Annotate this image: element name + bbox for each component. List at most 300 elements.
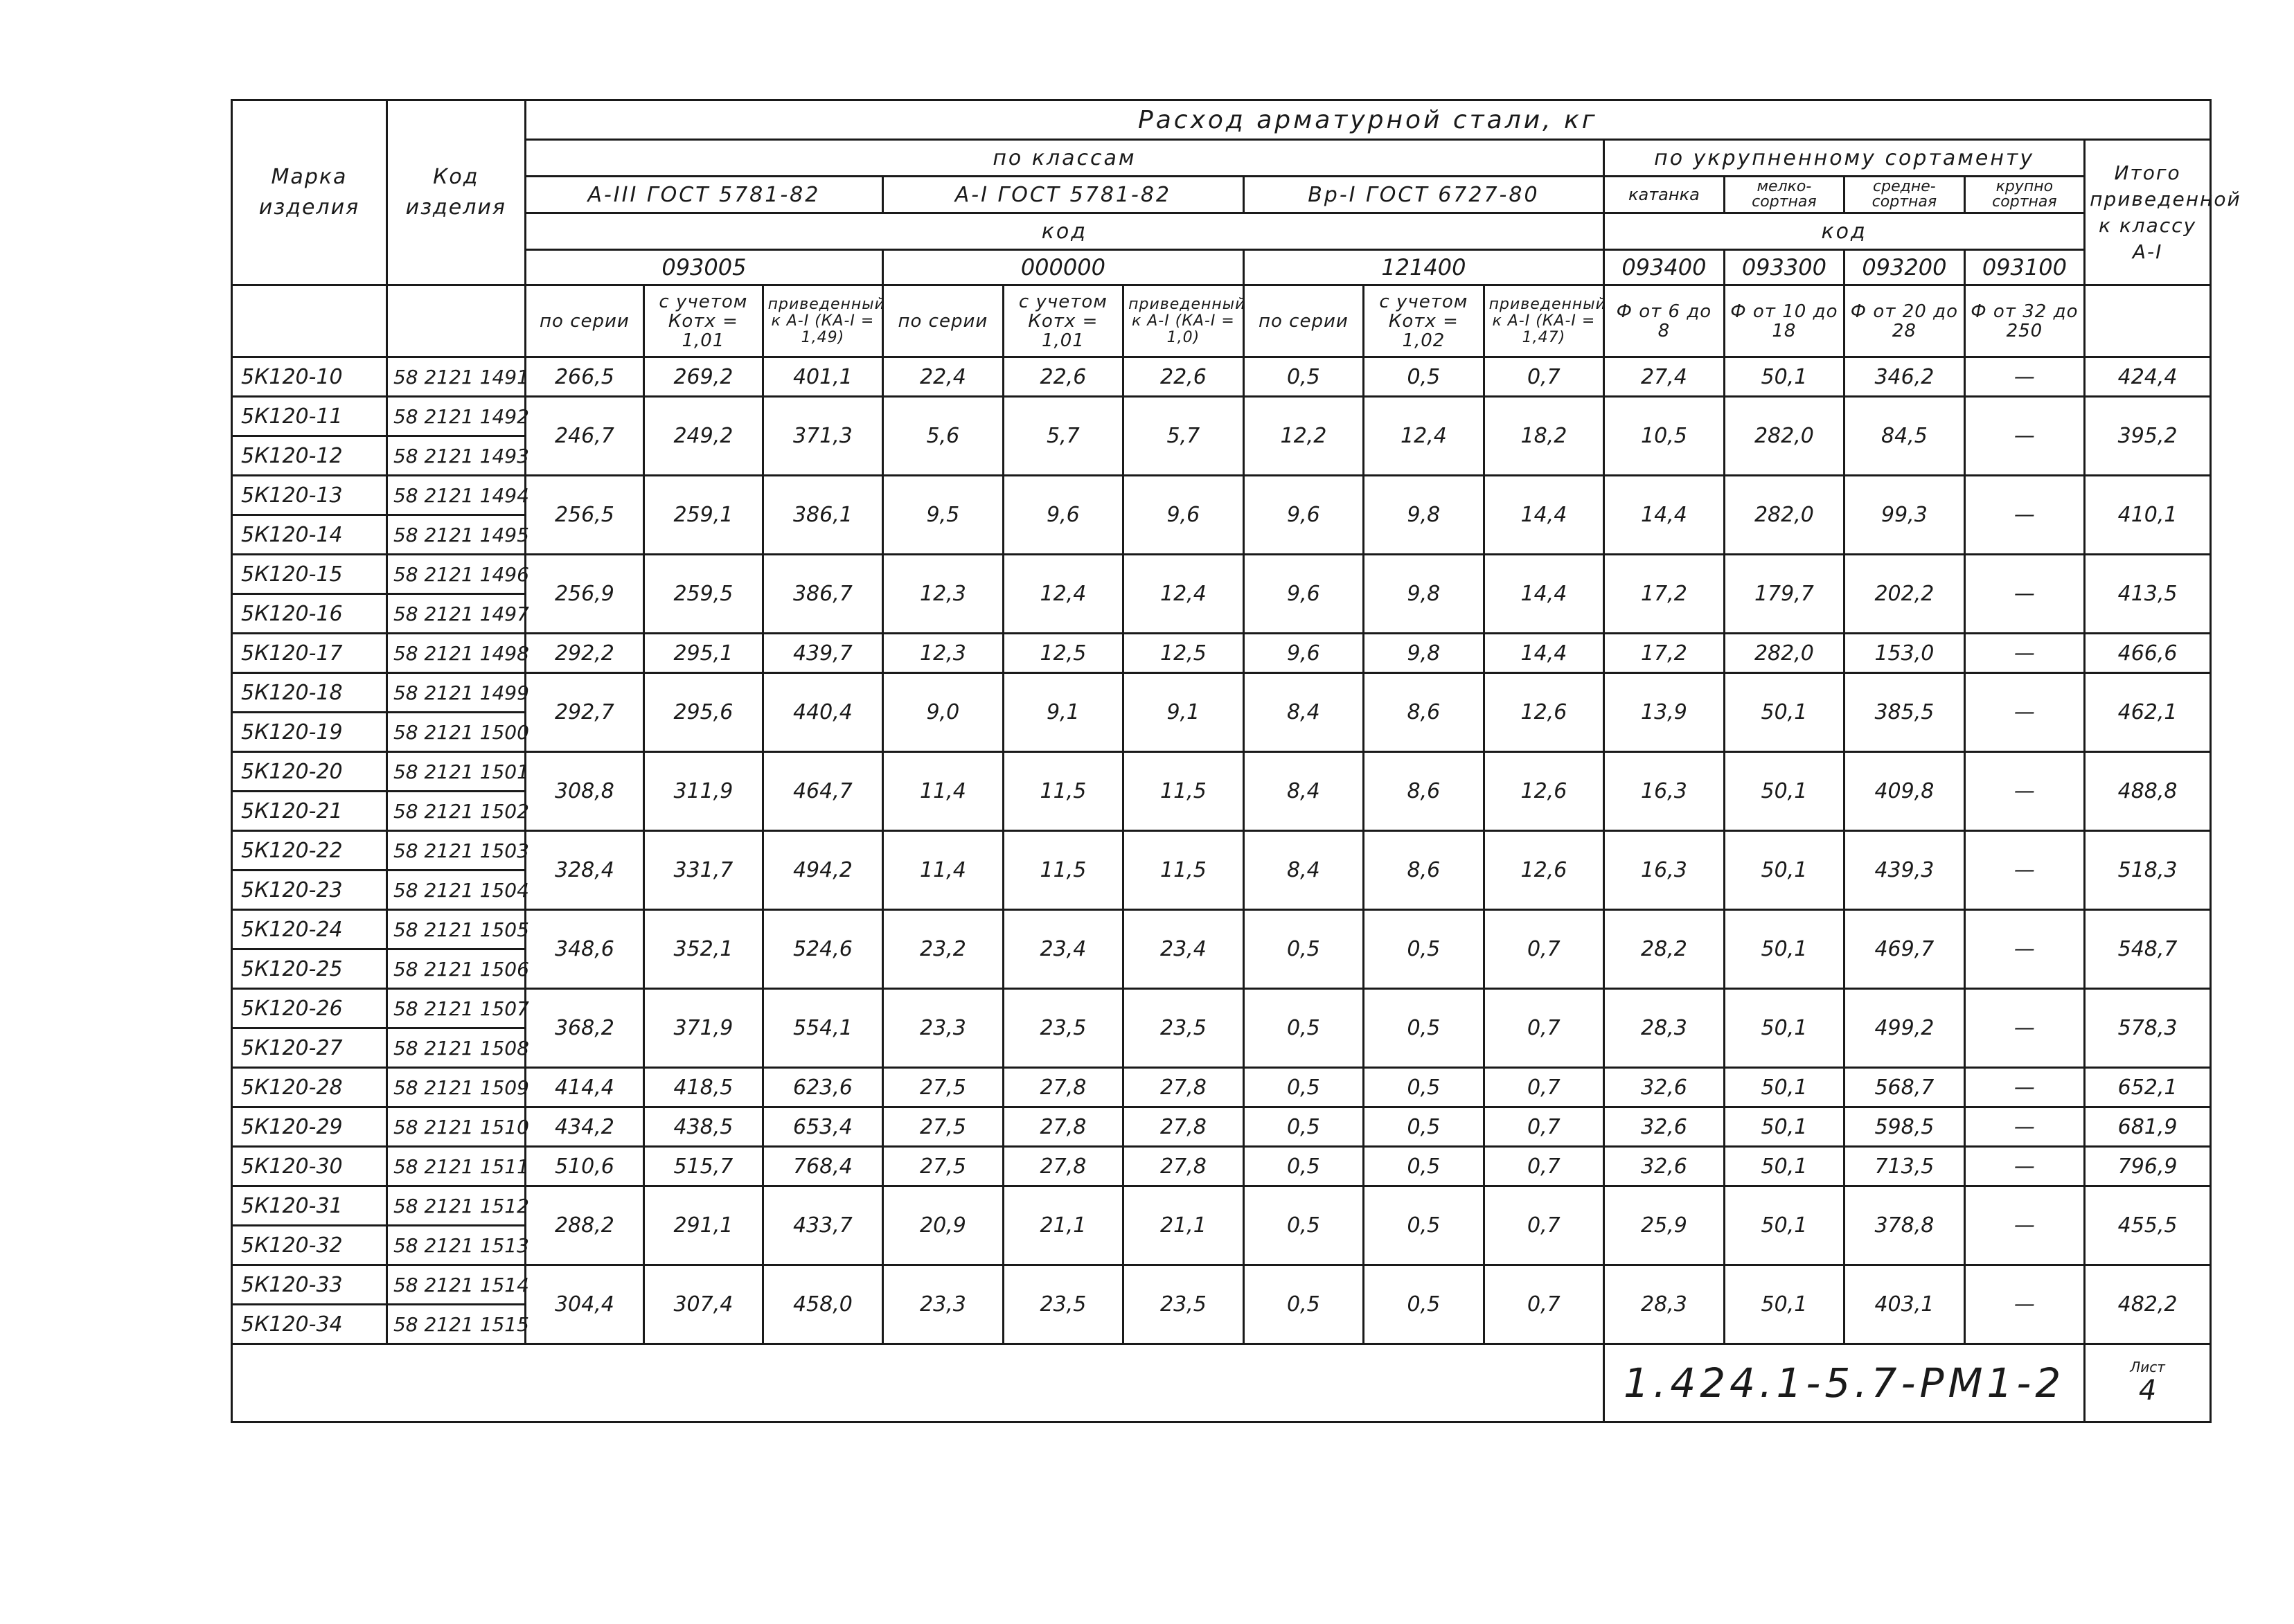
product-mark: 5К120-25: [232, 949, 387, 989]
value-cell: 11,5: [1123, 752, 1244, 831]
value-cell: 12,6: [1484, 752, 1604, 831]
product-mark: 5К120-14: [232, 515, 387, 555]
value-cell: 311,9: [644, 752, 763, 831]
value-cell: 21,1: [1123, 1186, 1244, 1265]
value-cell: 27,8: [1003, 1147, 1123, 1186]
product-code: 58 2121 1513: [386, 1226, 525, 1265]
value-cell: 548,7: [2085, 910, 2211, 989]
value-cell: 440,4: [763, 673, 883, 752]
value-cell: 291,1: [644, 1186, 763, 1265]
value-cell: 21,1: [1003, 1186, 1123, 1265]
value-cell: 50,1: [1724, 1186, 1844, 1265]
value-cell: 246,7: [525, 397, 643, 476]
product-code: 58 2121 1503: [386, 831, 525, 871]
value-cell: 9,8: [1364, 634, 1484, 673]
value-cell: 9,0: [883, 673, 1004, 752]
sort-sredne-code: 093200: [1844, 250, 1965, 285]
value-cell: 410,1: [2085, 476, 2211, 555]
value-cell: 348,6: [525, 910, 643, 989]
value-cell: 0,7: [1484, 1147, 1604, 1186]
value-cell: 259,1: [644, 476, 763, 555]
value-cell: 27,5: [883, 1068, 1004, 1107]
a1-s-uchetom: с учетом Котх = 1,01: [1003, 285, 1123, 357]
value-cell: 8,6: [1364, 831, 1484, 910]
value-cell: 9,6: [1243, 476, 1364, 555]
value-cell: —: [1964, 989, 2085, 1068]
value-cell: —: [1964, 1107, 2085, 1147]
product-code: 58 2121 1514: [386, 1265, 525, 1305]
table-row: [232, 1147, 2211, 1186]
value-cell: 12,3: [883, 634, 1004, 673]
steel-consumption-table: [231, 99, 2241, 1423]
value-cell: 681,9: [2085, 1107, 2211, 1147]
value-cell: 99,3: [1844, 476, 1965, 555]
value-cell: 5,6: [883, 397, 1004, 476]
value-cell: 434,2: [525, 1107, 643, 1147]
value-cell: 409,8: [1844, 752, 1965, 831]
product-mark: 5К120-22: [232, 831, 387, 871]
value-cell: 371,9: [644, 989, 763, 1068]
value-cell: 16,3: [1604, 831, 1725, 910]
sheet-number: 4: [2138, 1375, 2157, 1407]
sort-katanka-code: 093400: [1604, 250, 1725, 285]
value-cell: —: [1964, 1147, 2085, 1186]
value-cell: 499,2: [1844, 989, 1965, 1068]
sort-katanka-range: Ф от 6 до 8: [1604, 285, 1725, 357]
product-code: 58 2121 1506: [386, 949, 525, 989]
product-mark: 5К120-17: [232, 634, 387, 673]
value-cell: 8,6: [1364, 673, 1484, 752]
value-cell: 5,7: [1123, 397, 1244, 476]
product-code: 58 2121 1500: [386, 713, 525, 752]
sort-krupno-code: 093100: [1964, 250, 2085, 285]
value-cell: 84,5: [1844, 397, 1965, 476]
value-cell: 23,4: [1003, 910, 1123, 989]
product-mark: 5К120-31: [232, 1186, 387, 1226]
table-row: [232, 752, 2211, 792]
table-row: [232, 673, 2211, 713]
product-code: 58 2121 1501: [386, 752, 525, 792]
product-mark: 5К120-23: [232, 871, 387, 910]
value-cell: 9,1: [1123, 673, 1244, 752]
kod-header: Код изделия: [386, 100, 525, 285]
value-cell: 0,5: [1364, 989, 1484, 1068]
value-cell: 568,7: [1844, 1068, 1965, 1107]
value-cell: 494,2: [763, 831, 883, 910]
a1-privedenny: приведенный к А-I (КА-I = 1,0): [1123, 285, 1244, 357]
value-cell: 28,3: [1604, 989, 1725, 1068]
value-cell: 32,6: [1604, 1147, 1725, 1186]
product-mark: 5К120-29: [232, 1107, 387, 1147]
value-cell: —: [1964, 831, 2085, 910]
value-cell: 50,1: [1724, 752, 1844, 831]
product-mark: 5К120-11: [232, 397, 387, 436]
value-cell: 796,9: [2085, 1147, 2211, 1186]
value-cell: 27,5: [883, 1147, 1004, 1186]
value-cell: 28,2: [1604, 910, 1725, 989]
value-cell: 9,6: [1003, 476, 1123, 555]
value-cell: 328,4: [525, 831, 643, 910]
value-cell: 14,4: [1484, 555, 1604, 634]
value-cell: 11,5: [1003, 752, 1123, 831]
value-cell: 414,4: [525, 1068, 643, 1107]
product-code: 58 2121 1515: [386, 1305, 525, 1344]
product-mark: 5К120-15: [232, 555, 387, 594]
value-cell: 0,5: [1243, 1265, 1364, 1344]
value-cell: 482,2: [2085, 1265, 2211, 1344]
value-cell: 458,0: [763, 1265, 883, 1344]
product-mark: 5К120-27: [232, 1028, 387, 1068]
class-vr1-code: 121400: [1243, 250, 1604, 285]
value-cell: 0,5: [1364, 1107, 1484, 1147]
value-cell: 8,4: [1243, 752, 1364, 831]
a1-po-serii: по серии: [883, 285, 1004, 357]
product-code: 58 2121 1504: [386, 871, 525, 910]
product-code: 58 2121 1496: [386, 555, 525, 594]
product-code: 58 2121 1508: [386, 1028, 525, 1068]
sort-krupno-name: крупно сортная: [1964, 177, 2085, 213]
value-cell: 8,4: [1243, 673, 1364, 752]
value-cell: 386,1: [763, 476, 883, 555]
product-code: 58 2121 1492: [386, 397, 525, 436]
value-cell: 50,1: [1724, 989, 1844, 1068]
value-cell: 12,6: [1484, 673, 1604, 752]
sort-sredne-name: средне-сортная: [1844, 177, 1965, 213]
class-vr1-name: Вр-I ГОСТ 6727-80: [1243, 177, 1604, 213]
sort-melko-range: Ф от 10 до 18: [1724, 285, 1844, 357]
value-cell: 0,5: [1243, 1186, 1364, 1265]
sort-melko-code: 093300: [1724, 250, 1844, 285]
value-cell: 510,6: [525, 1147, 643, 1186]
value-cell: 0,5: [1364, 1068, 1484, 1107]
value-cell: —: [1964, 673, 2085, 752]
value-cell: —: [1964, 357, 2085, 397]
value-cell: 14,4: [1484, 634, 1604, 673]
document-sheet: [231, 99, 2241, 1429]
product-code: 58 2121 1497: [386, 594, 525, 634]
value-cell: 288,2: [525, 1186, 643, 1265]
value-cell: 768,4: [763, 1147, 883, 1186]
value-cell: 8,4: [1243, 831, 1364, 910]
value-cell: 256,9: [525, 555, 643, 634]
value-cell: 23,5: [1123, 1265, 1244, 1344]
value-cell: 395,2: [2085, 397, 2211, 476]
value-cell: 23,5: [1003, 1265, 1123, 1344]
sheet-box: [2085, 1344, 2211, 1422]
value-cell: 623,6: [763, 1068, 883, 1107]
product-code: 58 2121 1491: [386, 357, 525, 397]
value-cell: 179,7: [1724, 555, 1844, 634]
value-cell: 23,5: [1003, 989, 1123, 1068]
a3-privedenny: приведенный к А-I (КА-I = 1,49): [763, 285, 883, 357]
value-cell: 32,6: [1604, 1068, 1725, 1107]
product-code: 58 2121 1509: [386, 1068, 525, 1107]
value-cell: 0,5: [1364, 1265, 1484, 1344]
product-mark: 5К120-32: [232, 1226, 387, 1265]
value-cell: 554,1: [763, 989, 883, 1068]
value-cell: 413,5: [2085, 555, 2211, 634]
table-title: Расход арматурной стали, кг: [525, 100, 2210, 140]
value-cell: 292,7: [525, 673, 643, 752]
product-code: 58 2121 1493: [386, 436, 525, 476]
value-cell: 0,5: [1243, 910, 1364, 989]
product-code: 58 2121 1498: [386, 634, 525, 673]
value-cell: 462,1: [2085, 673, 2211, 752]
value-cell: 27,8: [1003, 1107, 1123, 1147]
value-cell: 371,3: [763, 397, 883, 476]
value-cell: 17,2: [1604, 555, 1725, 634]
value-cell: 202,2: [1844, 555, 1965, 634]
table-row: [232, 1186, 2211, 1226]
value-cell: 282,0: [1724, 397, 1844, 476]
product-code: 58 2121 1505: [386, 910, 525, 949]
value-cell: —: [1964, 910, 2085, 989]
value-cell: 249,2: [644, 397, 763, 476]
document-code: 1.424.1-5.7-РМ1-2: [1604, 1344, 2085, 1422]
a3-po-serii: по серии: [525, 285, 643, 357]
value-cell: 12,4: [1364, 397, 1484, 476]
value-cell: 331,7: [644, 831, 763, 910]
a3-s-uchetom: с учетом Котх = 1,01: [644, 285, 763, 357]
value-cell: 346,2: [1844, 357, 1965, 397]
value-cell: 403,1: [1844, 1265, 1965, 1344]
value-cell: 0,7: [1484, 1068, 1604, 1107]
value-cell: 518,3: [2085, 831, 2211, 910]
vr-po-serii: по серии: [1243, 285, 1364, 357]
value-cell: 385,5: [1844, 673, 1965, 752]
sort-katanka-name: катанка: [1604, 177, 1725, 213]
value-cell: 386,7: [763, 555, 883, 634]
value-cell: 307,4: [644, 1265, 763, 1344]
value-cell: 0,5: [1364, 357, 1484, 397]
sort-krupno-range: Ф от 32 до 250: [1964, 285, 2085, 357]
value-cell: 0,7: [1484, 1107, 1604, 1147]
value-cell: 282,0: [1724, 634, 1844, 673]
value-cell: 0,5: [1243, 1068, 1364, 1107]
table-row: [232, 476, 2211, 515]
value-cell: 11,4: [883, 831, 1004, 910]
value-cell: 424,4: [2085, 357, 2211, 397]
value-cell: 50,1: [1724, 1265, 1844, 1344]
value-cell: 304,4: [525, 1265, 643, 1344]
value-cell: 259,5: [644, 555, 763, 634]
value-cell: 439,7: [763, 634, 883, 673]
value-cell: 598,5: [1844, 1107, 1965, 1147]
value-cell: 0,7: [1484, 357, 1604, 397]
value-cell: 18,2: [1484, 397, 1604, 476]
value-cell: 652,1: [2085, 1068, 2211, 1107]
value-cell: 22,6: [1123, 357, 1244, 397]
class-a1-name: А-I ГОСТ 5781-82: [883, 177, 1244, 213]
product-code: 58 2121 1507: [386, 989, 525, 1028]
table-row: [232, 831, 2211, 871]
value-cell: 0,7: [1484, 910, 1604, 989]
value-cell: 12,5: [1123, 634, 1244, 673]
value-cell: 14,4: [1604, 476, 1725, 555]
value-cell: 50,1: [1724, 673, 1844, 752]
value-cell: 464,7: [763, 752, 883, 831]
value-cell: 0,7: [1484, 1265, 1604, 1344]
value-cell: 50,1: [1724, 1068, 1844, 1107]
product-mark: 5К120-26: [232, 989, 387, 1028]
marka-header: Марка изделия: [232, 100, 387, 285]
value-cell: 9,6: [1243, 555, 1364, 634]
table-row: [232, 357, 2211, 397]
product-mark: 5К120-19: [232, 713, 387, 752]
value-cell: 0,5: [1243, 1147, 1364, 1186]
table-row: [232, 397, 2211, 436]
value-cell: 23,5: [1123, 989, 1244, 1068]
product-mark: 5К120-16: [232, 594, 387, 634]
value-cell: —: [1964, 1068, 2085, 1107]
value-cell: —: [1964, 555, 2085, 634]
product-mark: 5К120-28: [232, 1068, 387, 1107]
by-assortment-header: по укрупненному сортаменту: [1604, 140, 2085, 177]
value-cell: 50,1: [1724, 1147, 1844, 1186]
table-row: [232, 1265, 2211, 1305]
value-cell: —: [1964, 1265, 2085, 1344]
value-cell: —: [1964, 1186, 2085, 1265]
value-cell: 578,3: [2085, 989, 2211, 1068]
value-cell: 12,3: [883, 555, 1004, 634]
value-cell: 9,1: [1003, 673, 1123, 752]
value-cell: 23,3: [883, 1265, 1004, 1344]
value-cell: 433,7: [763, 1186, 883, 1265]
value-cell: 256,5: [525, 476, 643, 555]
value-cell: 308,8: [525, 752, 643, 831]
code-label-assortment: код: [1604, 213, 2085, 250]
value-cell: 13,9: [1604, 673, 1725, 752]
table-row: [232, 1068, 2211, 1107]
value-cell: 439,3: [1844, 831, 1965, 910]
value-cell: 488,8: [2085, 752, 2211, 831]
total-header: Итого приведенной к классу А-I: [2085, 140, 2211, 285]
product-code: 58 2121 1512: [386, 1186, 525, 1226]
value-cell: 352,1: [644, 910, 763, 989]
value-cell: 16,3: [1604, 752, 1725, 831]
footer-blank: [232, 1344, 1604, 1422]
code-label-classes: код: [525, 213, 1603, 250]
value-cell: 0,5: [1243, 989, 1364, 1068]
product-mark: 5К120-10: [232, 357, 387, 397]
product-mark: 5К120-18: [232, 673, 387, 713]
value-cell: 27,8: [1003, 1068, 1123, 1107]
value-cell: 50,1: [1724, 1107, 1844, 1147]
value-cell: —: [1964, 397, 2085, 476]
value-cell: —: [1964, 752, 2085, 831]
product-mark: 5К120-20: [232, 752, 387, 792]
value-cell: 27,5: [883, 1107, 1004, 1147]
sort-melko-name: мелко-сортная: [1724, 177, 1844, 213]
class-a3-code: 093005: [525, 250, 882, 285]
value-cell: 23,3: [883, 989, 1004, 1068]
vr-privedenny: приведенный к А-I (КА-I = 1,47): [1484, 285, 1604, 357]
value-cell: 8,6: [1364, 752, 1484, 831]
table-row: [232, 910, 2211, 949]
value-cell: 50,1: [1724, 357, 1844, 397]
value-cell: 0,7: [1484, 989, 1604, 1068]
value-cell: 22,6: [1003, 357, 1123, 397]
value-cell: 368,2: [525, 989, 643, 1068]
value-cell: 378,8: [1844, 1186, 1965, 1265]
product-mark: 5К120-12: [232, 436, 387, 476]
vr-s-uchetom: с учетом Котх = 1,02: [1364, 285, 1484, 357]
value-cell: 266,5: [525, 357, 643, 397]
value-cell: 20,9: [883, 1186, 1004, 1265]
product-mark: 5К120-34: [232, 1305, 387, 1344]
value-cell: 515,7: [644, 1147, 763, 1186]
product-code: 58 2121 1511: [386, 1147, 525, 1186]
product-code: 58 2121 1502: [386, 792, 525, 831]
value-cell: 50,1: [1724, 831, 1844, 910]
class-a1-code: 000000: [883, 250, 1244, 285]
product-mark: 5К120-30: [232, 1147, 387, 1186]
value-cell: 455,5: [2085, 1186, 2211, 1265]
value-cell: 11,5: [1123, 831, 1244, 910]
value-cell: 292,2: [525, 634, 643, 673]
sort-sredne-range: Ф от 20 до 28: [1844, 285, 1965, 357]
value-cell: 0,5: [1243, 1107, 1364, 1147]
value-cell: 9,8: [1364, 476, 1484, 555]
product-mark: 5К120-24: [232, 910, 387, 949]
table-row: [232, 634, 2211, 673]
table-row: [232, 989, 2211, 1028]
by-class-header: по классам: [525, 140, 1603, 177]
value-cell: 9,8: [1364, 555, 1484, 634]
product-code: 58 2121 1510: [386, 1107, 525, 1147]
value-cell: 27,8: [1123, 1107, 1244, 1147]
table-row: [232, 1107, 2211, 1147]
value-cell: 418,5: [644, 1068, 763, 1107]
value-cell: 269,2: [644, 357, 763, 397]
value-cell: —: [1964, 476, 2085, 555]
value-cell: 25,9: [1604, 1186, 1725, 1265]
value-cell: 27,8: [1123, 1147, 1244, 1186]
value-cell: 0,5: [1243, 357, 1364, 397]
value-cell: 12,4: [1123, 555, 1244, 634]
value-cell: 524,6: [763, 910, 883, 989]
value-cell: 12,2: [1243, 397, 1364, 476]
value-cell: 11,4: [883, 752, 1004, 831]
value-cell: 17,2: [1604, 634, 1725, 673]
value-cell: 5,7: [1003, 397, 1123, 476]
product-mark: 5К120-21: [232, 792, 387, 831]
value-cell: 12,5: [1003, 634, 1123, 673]
value-cell: 23,2: [883, 910, 1004, 989]
value-cell: 10,5: [1604, 397, 1725, 476]
value-cell: 438,5: [644, 1107, 763, 1147]
value-cell: 295,6: [644, 673, 763, 752]
value-cell: 9,5: [883, 476, 1004, 555]
value-cell: 27,8: [1123, 1068, 1244, 1107]
value-cell: 50,1: [1724, 910, 1844, 989]
product-mark: 5К120-33: [232, 1265, 387, 1305]
table-row: [232, 555, 2211, 594]
table-body: [232, 357, 2211, 1344]
value-cell: 401,1: [763, 357, 883, 397]
value-cell: 12,6: [1484, 831, 1604, 910]
value-cell: 0,5: [1364, 910, 1484, 989]
value-cell: 11,5: [1003, 831, 1123, 910]
value-cell: 0,5: [1364, 1186, 1484, 1265]
value-cell: 282,0: [1724, 476, 1844, 555]
value-cell: 9,6: [1243, 634, 1364, 673]
value-cell: 153,0: [1844, 634, 1965, 673]
value-cell: 22,4: [883, 357, 1004, 397]
value-cell: 713,5: [1844, 1147, 1965, 1186]
value-cell: 469,7: [1844, 910, 1965, 989]
value-cell: 653,4: [763, 1107, 883, 1147]
